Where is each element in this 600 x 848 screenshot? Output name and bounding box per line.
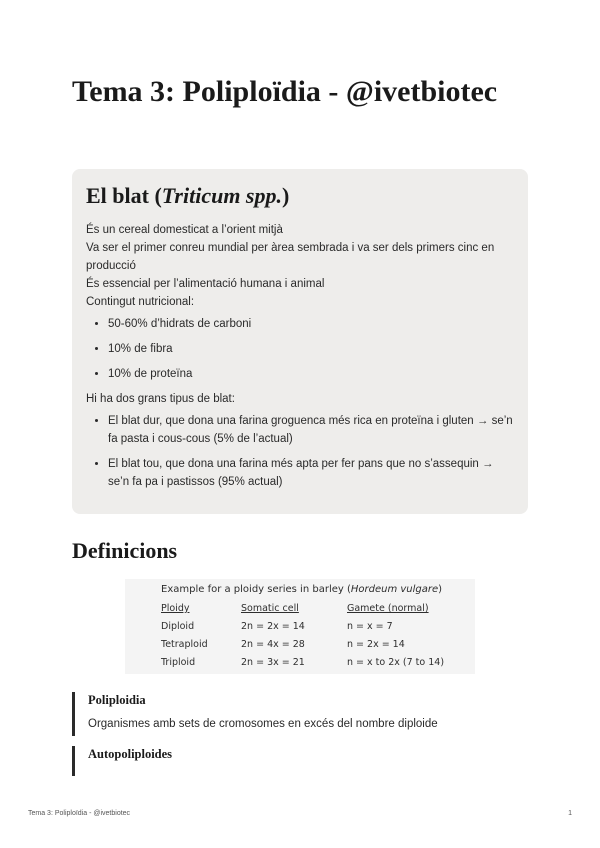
table-cell: n = x to 2x (7 to 14) (347, 657, 445, 668)
wheat-callout (72, 169, 528, 514)
table-cell: 2n = 2x = 14 (241, 621, 305, 632)
definition-term: Poliploidia (88, 693, 146, 707)
definition-poliploidia (72, 692, 438, 736)
table-cell: n = x = 7 (347, 621, 393, 632)
table-cell: 2n = 3x = 21 (241, 657, 305, 668)
callout-heading-prefix: El blat ( (86, 183, 162, 208)
caption-species: Hordeum vulgare (350, 584, 439, 595)
caption-suffix: ) (438, 584, 443, 595)
definitions-heading: Definicions (72, 538, 178, 563)
table-row (161, 618, 463, 636)
callout-line: És essencial per l’alimentació humana i animal (86, 278, 325, 290)
list-item: • El blat tou, que dona una farina més apta per fer pans que no s’assequin → se’n fa pa i pastissos (95% actual) (108, 455, 514, 491)
definition-autopoliploides (72, 746, 172, 776)
list-item: • 10% de proteïna (108, 365, 514, 383)
table-cell: 2n = 4x = 28 (241, 639, 305, 650)
table-row (161, 654, 463, 672)
caption-prefix: Example for a ploidy series in barley ( (161, 584, 351, 595)
table-cell: Diploid (161, 621, 195, 632)
definition-term: Autopoliploides (88, 747, 173, 761)
table-row (161, 636, 463, 654)
callout-line: És un cereal domesticat a l’orient mitjà (86, 224, 283, 236)
callout-line: Contingut nutricional: (86, 296, 195, 308)
types-intro: Hi ha dos grans tipus de blat: (86, 393, 235, 405)
definition-text: Organismes amb sets de cromosomes en excés del nombre diploide (88, 718, 438, 730)
nutrition-list (86, 315, 514, 383)
column-header: Ploidy (161, 603, 190, 614)
table-cell: Tetraploid (161, 639, 208, 650)
page-title: Tema 3: Poliploïdia - @ivetbiotec (72, 75, 498, 108)
column-header: Gamete (normal) (347, 603, 429, 614)
callout-heading (86, 183, 514, 209)
callout-line: Va ser el primer conreu mundial per àrea sembrada i va ser dels primers cinc en producció (86, 242, 495, 272)
callout-heading-species: Triticum spp. (161, 183, 282, 208)
footer-doc-title: Tema 3: Poliploïdia - @ivetbiotec (28, 810, 131, 817)
page-number: 1 (568, 810, 572, 817)
ploidy-table-header (161, 600, 463, 618)
wheat-types-list (86, 412, 514, 491)
ploidy-caption (161, 583, 463, 597)
list-item: • 10% de fibra (108, 340, 514, 358)
table-cell: n = 2x = 14 (347, 639, 405, 650)
ploidy-table-image (125, 579, 475, 674)
table-cell: Triploid (161, 657, 196, 668)
list-item: • 50-60% d’hidrats de carboni (108, 315, 514, 333)
callout-heading-suffix: ) (282, 183, 290, 208)
list-item: • El blat dur, que dona una farina groguenca més rica en proteïna i gluten → se’n fa pasta i cous-cous (5% de l’actual) (108, 412, 514, 448)
column-header: Somatic cell (241, 603, 299, 614)
